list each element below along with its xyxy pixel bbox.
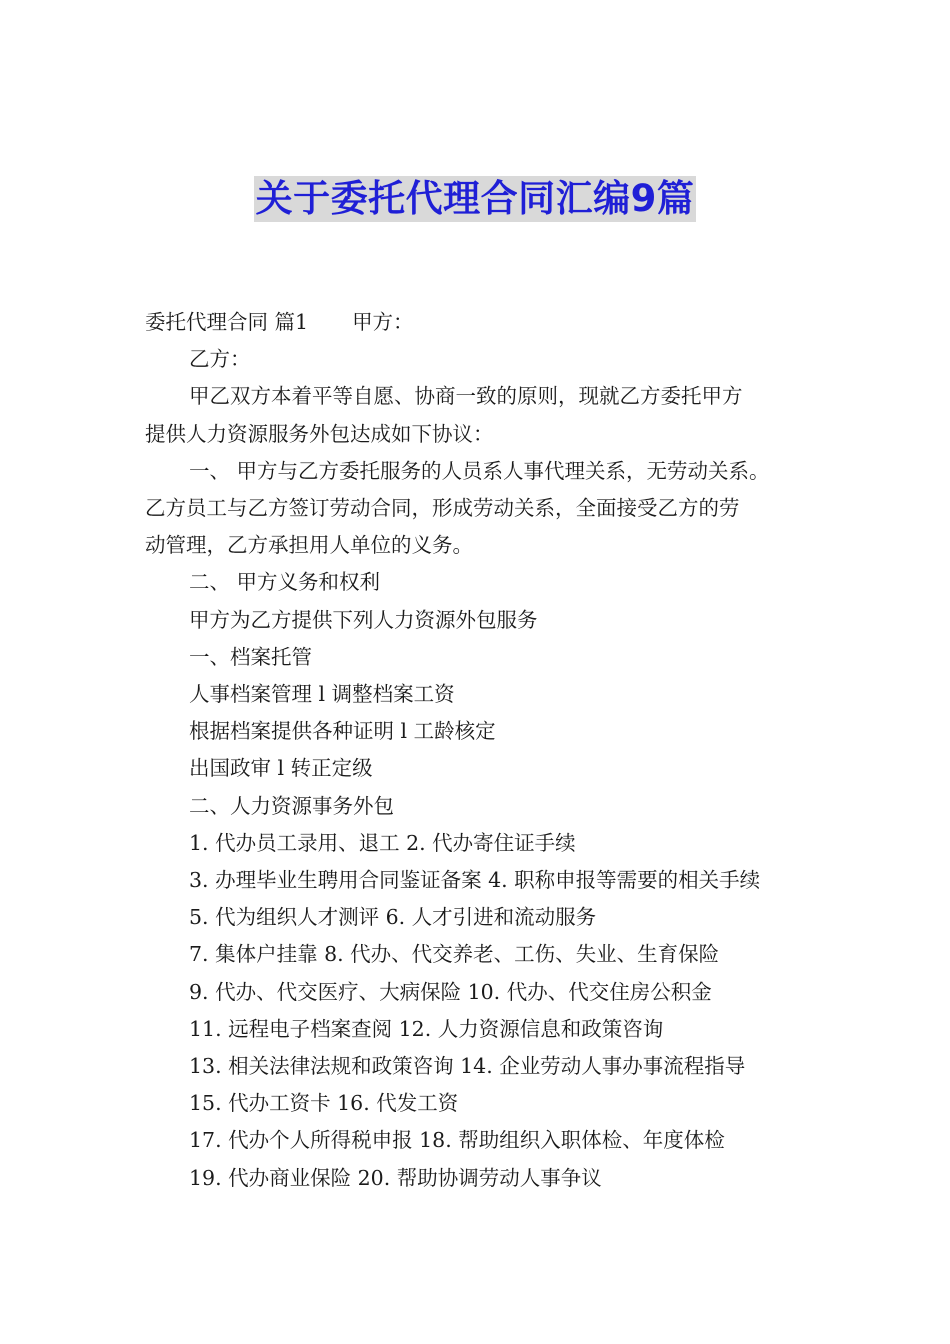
list-item: 7. 集体户挂靠 8. 代办、代交养老、工伤、失业、生育保险	[189, 942, 720, 967]
list-item: 3. 办理毕业生聘用合同鉴证备案 4. 职称申报等需要的相关手续	[189, 868, 761, 893]
list-item: 9. 代办、代交医疗、大病保险 10. 代办、代交住房公积金	[189, 979, 712, 1004]
paragraph-line: 提供人力资源服务外包达成如下协议：	[145, 421, 494, 446]
title-container	[0, 176, 950, 222]
list-item: 1. 代办员工录用、退工 2. 代办寄住证手续	[189, 830, 576, 855]
clause-heading: 二、 甲方义务和权利	[189, 570, 381, 595]
list-item: 19. 代办商业保险 20. 帮助协调劳动人事争议	[189, 1165, 602, 1190]
subsection-heading: 一、档案托管	[189, 644, 312, 669]
document-body	[145, 304, 835, 1197]
section-heading: 委托代理合同 篇1	[145, 310, 309, 334]
document-title: 关于委托代理合同汇编9篇	[255, 177, 695, 220]
party-b-label: 乙方：	[189, 347, 251, 372]
list-item: 17. 代办个人所得税申报 18. 帮助组织入职体检、年度体检	[189, 1128, 725, 1153]
list-item: 出国政审 l 转正定级	[189, 756, 373, 781]
paragraph-line: 乙方员工与乙方签订劳动合同，形成劳动关系，全面接受乙方的劳	[145, 496, 740, 521]
paragraph-line: 甲方为乙方提供下列人力资源外包服务	[189, 607, 538, 632]
list-item: 根据档案提供各种证明 l 工龄核定	[189, 719, 496, 744]
paragraph-line: 甲乙双方本着平等自愿、协商一致的原则，现就乙方委托甲方	[189, 384, 743, 409]
list-item: 5. 代为组织人才测评 6. 人才引进和流动服务	[189, 905, 597, 930]
list-item: 人事档案管理 l 调整档案工资	[189, 682, 455, 707]
party-a-label: 甲方：	[352, 310, 414, 334]
paragraph-line: 一、 甲方与乙方委托服务的人员系人事代理关系，无劳动关系。	[189, 458, 770, 483]
paragraph-line: 动管理，乙方承担用人单位的义务。	[145, 533, 473, 558]
list-item: 11. 远程电子档案查阅 12. 人力资源信息和政策咨询	[189, 1016, 664, 1041]
subsection-heading: 二、人力资源事务外包	[189, 793, 394, 818]
list-item: 13. 相关法律法规和政策咨询 14. 企业劳动人事办事流程指导	[189, 1054, 746, 1079]
list-item: 15. 代办工资卡 16. 代发工资	[189, 1091, 459, 1116]
section-heading-line	[145, 304, 835, 341]
